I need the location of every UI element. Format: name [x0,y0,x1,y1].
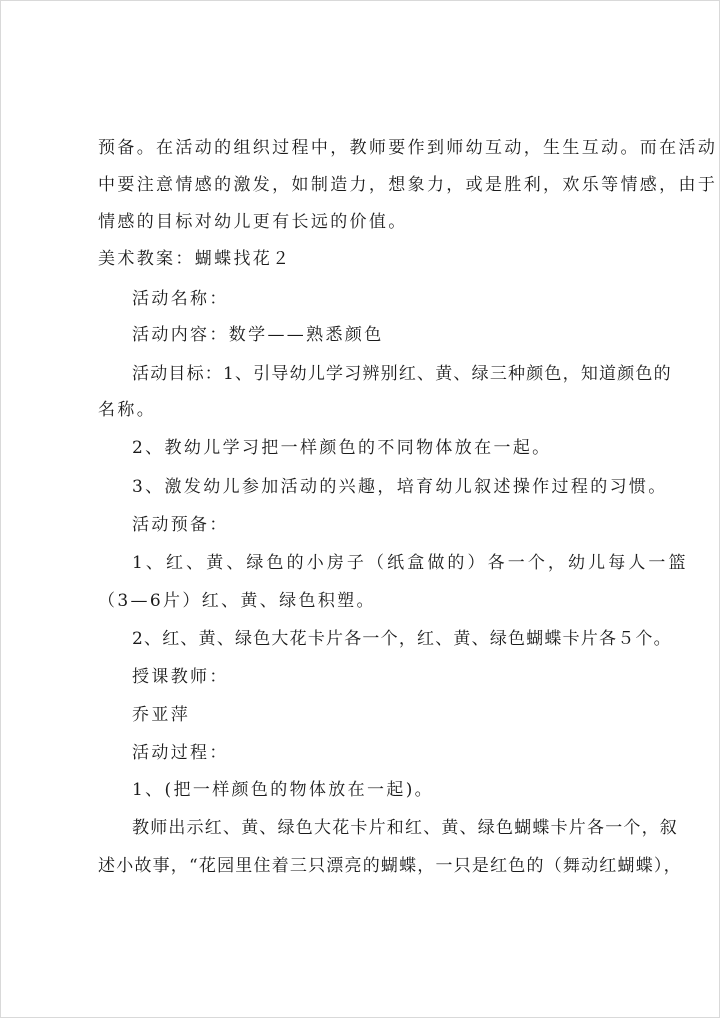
process-paragraph-line-2: 述小故事，“花园里住着三只漂亮的蝴蝶，一只是红色的（舞动红蝴蝶）， [98,856,682,876]
teacher-name: 乔亚萍 [132,705,191,725]
activity-name-label: 活动名称： [132,289,229,309]
paragraph-line-2: 中要注意情感的激发，如制造力，想象力，或是胜利，欢乐等情感，由于 [98,175,718,195]
prep-item-2: 2、红、黄、绿色大花卡片各一个，红、黄、绿色蝴蝶卡片各５个。 [132,629,672,649]
prep-item-1-line-1: 1、红、黄、绿色的小房子（纸盒做的）各一个，幼儿每人一篮 [132,553,689,573]
paragraph-line-3: 情感的目标对幼儿更有长远的价值。 [98,212,408,232]
activity-goal-line-2: 名称。 [98,400,157,420]
activity-content: 活动内容：数学——熟悉颜色 [132,325,384,345]
activity-prep-label: 活动预备： [132,515,229,535]
activity-process-label: 活动过程： [132,743,229,763]
paragraph-line-1: 预备。在活动的组织过程中，教师要作到师幼互动，生生互动。而在活动 [98,138,718,158]
prep-item-1-line-2: （3—6片）红、黄、绿色积塑。 [98,591,376,611]
goal-item-2: 2、教幼儿学习把一样颜色的不同物体放在一起。 [132,438,552,458]
process-step-1: 1、(把一样颜色的物体放在一起)。 [132,780,435,800]
activity-goal-line-1: 活动目标：1、引导幼儿学习辨别红、黄、绿三种颜色，知道颜色的 [132,364,672,384]
process-paragraph-line-1: 教师出示红、黄、绿色大花卡片和红、黄、绿色蝴蝶卡片各一个，叙 [132,818,678,838]
goal-item-3: 3、激发幼儿参加活动的兴趣，培育幼儿叙述操作过程的习惯。 [132,477,668,497]
section-heading: 美术教案：蝴蝶找花２ [98,249,292,269]
teacher-label: 授课教师： [132,667,229,687]
